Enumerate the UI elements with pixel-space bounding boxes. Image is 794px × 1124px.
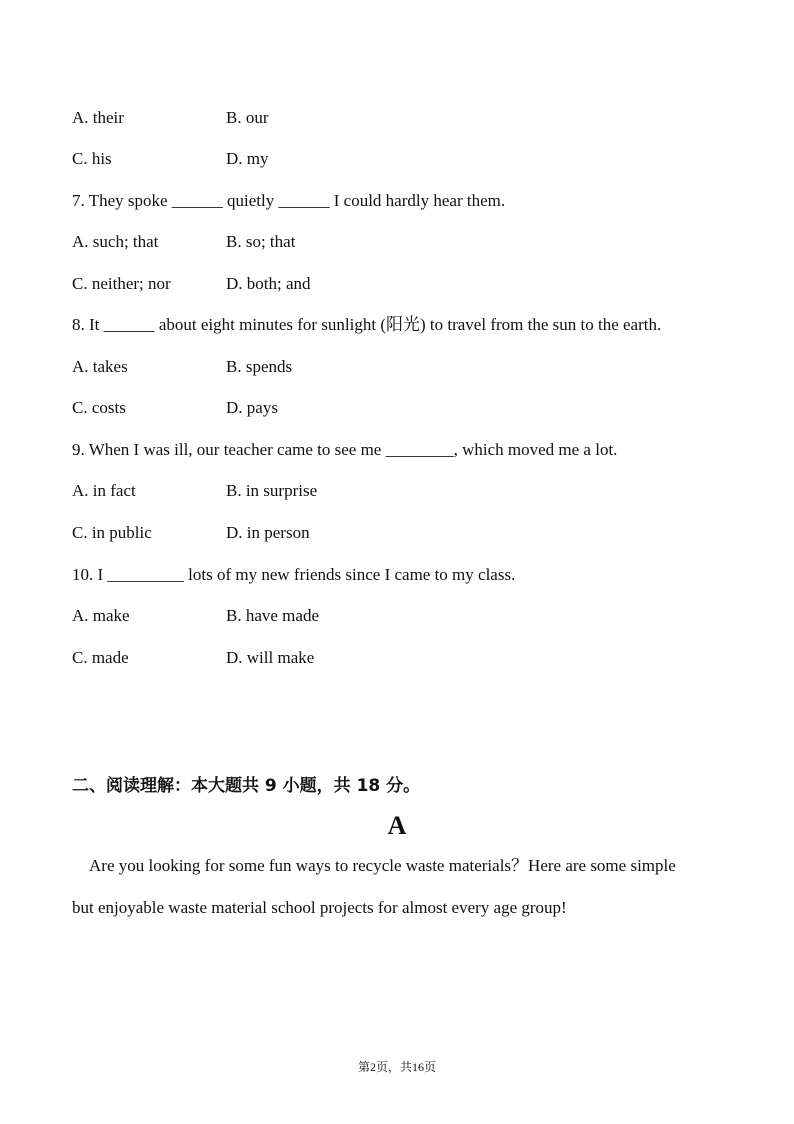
q9-option-b: B. in surprise — [226, 481, 318, 500]
q8-options-row1 — [72, 357, 292, 377]
q7-option-b: B. so; that — [226, 232, 296, 251]
q7-option-c: C. neither; nor — [72, 274, 171, 293]
section-heading: 二、阅读理解：本大题共 9 小题，共 18 分。 — [72, 776, 421, 796]
q9-options-row1 — [72, 481, 317, 501]
q10-option-a: A. make — [72, 606, 130, 625]
q7-stem: 7. They spoke ______ quietly ______ I could hardly hear them. — [72, 191, 506, 210]
q6-options-row2 — [72, 149, 269, 169]
q7-option-d: D. both; and — [226, 274, 311, 293]
q8-option-c: C. costs — [72, 398, 126, 417]
q7-options-row1 — [72, 232, 295, 252]
q8-stem: 8. It ______ about eight minutes for sunlight (阳光) to travel from the sun to the earth. — [72, 315, 662, 334]
q6-option-d: D. my — [226, 149, 269, 168]
q8-option-a: A. takes — [72, 357, 128, 376]
q10-options-row2 — [72, 648, 314, 668]
q6-options-row1 — [72, 108, 269, 128]
q10-option-b: B. have made — [226, 606, 319, 625]
q9-option-c: C. in public — [72, 523, 152, 542]
q10-options-row1 — [72, 606, 319, 626]
q10-option-c: C. made — [72, 648, 129, 667]
q9-option-a: A. in fact — [72, 481, 136, 500]
page-number: 第2页，共16页 — [357, 1060, 436, 1074]
passage-line-2: but enjoyable waste material school projects for almost every age group! — [72, 898, 567, 917]
q6-option-c: C. his — [72, 149, 112, 168]
q9-option-d: D. in person — [226, 523, 310, 542]
q8-options-row2 — [72, 398, 278, 418]
passage-line-1: Are you looking for some fun ways to recycle waste materials？Here are some simple — [89, 856, 676, 875]
q8-option-d: D. pays — [226, 398, 278, 417]
passage-letter: A — [387, 811, 407, 840]
q7-option-a: A. such; that — [72, 232, 159, 251]
q7-options-row2 — [72, 274, 311, 294]
q8-option-b: B. spends — [226, 357, 293, 376]
q10-option-d: D. will make — [226, 648, 315, 667]
q6-option-a: A. their — [72, 108, 124, 127]
q6-option-b: B. our — [226, 108, 269, 127]
q10-stem: 10. I _________ lots of my new friends since I came to my class. — [72, 565, 516, 584]
q9-stem: 9. When I was ill, our teacher came to see me ________, which moved me a lot. — [72, 440, 618, 459]
passage-paragraph — [72, 845, 732, 929]
q9-options-row2 — [72, 523, 310, 543]
